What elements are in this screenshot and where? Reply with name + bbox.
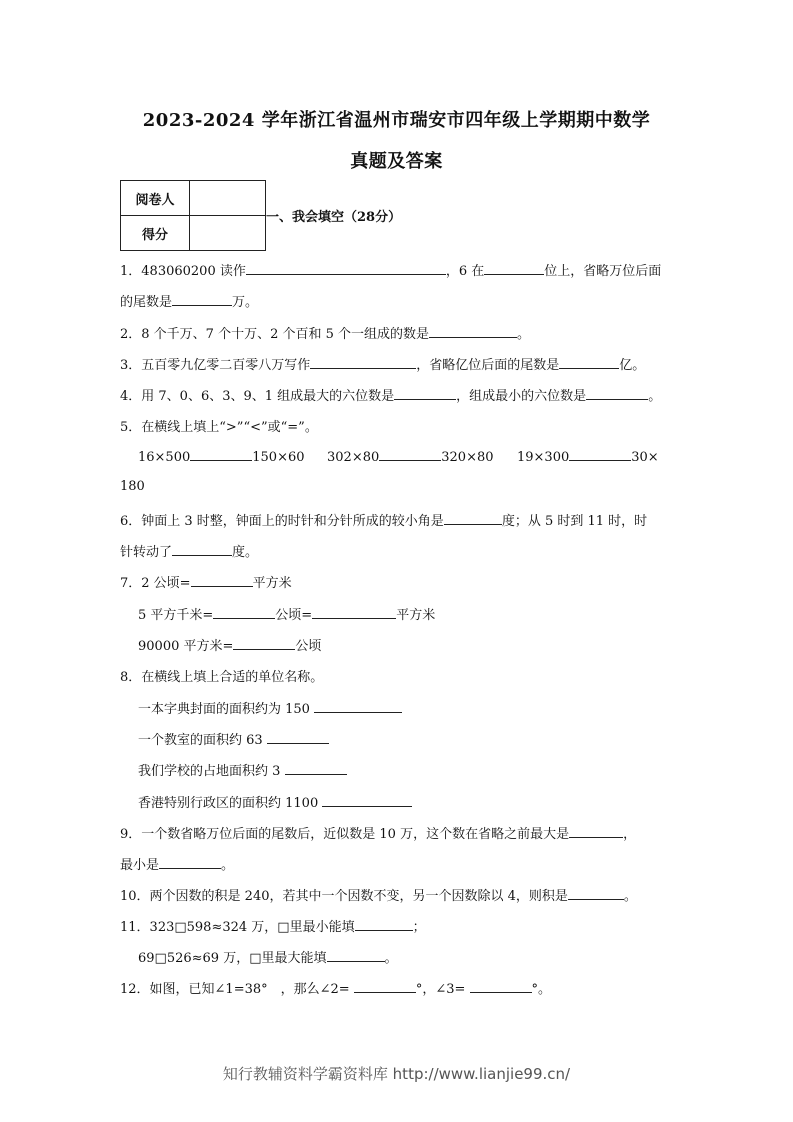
q6-text: 度。 bbox=[232, 545, 259, 560]
question-11 bbox=[120, 916, 426, 935]
q1-text: ，6 在 bbox=[445, 264, 485, 279]
answer-blank bbox=[310, 356, 416, 369]
answer-blank bbox=[267, 731, 329, 744]
q12-text: °，∠3= bbox=[415, 982, 466, 997]
q11-text: ； bbox=[412, 920, 426, 935]
q3-text: 3．五百零九亿零二百零八万写作 bbox=[120, 358, 311, 373]
answer-blank bbox=[429, 325, 517, 338]
question-4 bbox=[120, 385, 661, 404]
answer-blank bbox=[312, 606, 396, 619]
question-11-b bbox=[138, 947, 398, 966]
question-8-d bbox=[138, 792, 412, 811]
q2-text: 2．8 个千万、7 个十万、2 个百和 5 个一组成的数是 bbox=[120, 327, 430, 342]
q11-text: 。 bbox=[384, 951, 398, 966]
answer-blank bbox=[394, 387, 456, 400]
score-box bbox=[190, 216, 266, 251]
grader-box bbox=[190, 181, 266, 216]
answer-blank bbox=[213, 606, 275, 619]
q10-text: 。 bbox=[623, 889, 637, 904]
q9-text: 。 bbox=[221, 858, 235, 873]
q4-text: ，组成最小的六位数是 bbox=[456, 389, 587, 404]
q5-expr: 19×300 bbox=[517, 450, 570, 465]
q8-text: 一个教室的面积约 63 bbox=[138, 733, 263, 748]
answer-blank bbox=[285, 762, 347, 775]
answer-blank bbox=[444, 512, 502, 525]
question-5 bbox=[120, 416, 318, 435]
question-3 bbox=[120, 354, 645, 373]
question-8-c bbox=[138, 760, 347, 779]
q12-text: °。 bbox=[531, 982, 552, 997]
q11-text: 69□526≈69 万，□里最大能填 bbox=[138, 951, 327, 966]
answer-blank bbox=[246, 262, 446, 275]
q5-expr: 302×80 bbox=[327, 450, 380, 465]
q5-wrap bbox=[120, 479, 145, 494]
question-9-cont bbox=[120, 854, 234, 873]
question-6 bbox=[120, 510, 647, 529]
q6-text: 6．钟面上 3 时整，钟面上的时针和分针所成的较小角是 bbox=[120, 514, 444, 529]
answer-blank bbox=[354, 980, 416, 993]
answer-blank bbox=[355, 918, 413, 931]
q3-text: 亿。 bbox=[619, 358, 646, 373]
q5-compare-2 bbox=[327, 448, 494, 465]
grader-table bbox=[120, 180, 266, 251]
q5-expr: 150×60 bbox=[252, 450, 305, 465]
answer-blank bbox=[314, 700, 402, 713]
q3-text: ，省略亿位后面的尾数是 bbox=[416, 358, 560, 373]
q8-text: 我们学校的占地面积约 3 bbox=[138, 764, 281, 779]
question-8 bbox=[120, 666, 323, 685]
q5-compare-3 bbox=[517, 448, 659, 465]
question-6-cont bbox=[120, 541, 258, 560]
q5-expr: 16×500 bbox=[138, 450, 191, 465]
q7-text: 公顷 bbox=[295, 639, 322, 654]
q6-text: 针转动了 bbox=[120, 545, 173, 560]
q5-text: 5．在横线上填上“>”“<”或“=”。 bbox=[120, 420, 318, 435]
question-7-c bbox=[138, 635, 321, 654]
q7-text: 7．2 公顷= bbox=[120, 576, 191, 591]
q6-text: 度；从 5 时到 11 时，时 bbox=[501, 514, 648, 529]
answer-blank bbox=[484, 262, 544, 275]
q9-text: ， bbox=[623, 827, 637, 842]
q5-compare-1 bbox=[138, 448, 305, 465]
q5-expr: 180 bbox=[120, 479, 145, 494]
q11-text: 11．323□598≈324 万，□里最小能填 bbox=[120, 920, 355, 935]
q5-expr: 30× bbox=[631, 450, 659, 465]
q1-text: 位上，省略万位后面 bbox=[544, 264, 662, 279]
section-title: 一、我会填空（28分） bbox=[266, 210, 402, 225]
q7-text: 平方米 bbox=[252, 576, 292, 591]
question-2 bbox=[120, 323, 530, 342]
question-12 bbox=[120, 978, 551, 997]
q10-text: 10．两个因数的积是 240，若其中一个因数不变，另一个因数除以 4，则积是 bbox=[120, 889, 568, 904]
q12-text: 12．如图，已知∠1=38° ，那么∠2= bbox=[120, 982, 350, 997]
q7-text: 公顷= bbox=[275, 608, 313, 623]
question-7 bbox=[120, 572, 292, 591]
question-7-b bbox=[138, 604, 435, 623]
answer-blank bbox=[190, 448, 252, 461]
q8-text: 8．在横线上填上合适的单位名称。 bbox=[120, 670, 324, 685]
q7-text: 90000 平方米= bbox=[138, 639, 234, 654]
question-9 bbox=[120, 823, 636, 842]
q8-text: 香港特别行政区的面积约 1100 bbox=[138, 796, 319, 811]
answer-blank bbox=[568, 887, 624, 900]
question-1-cont bbox=[120, 291, 258, 310]
question-10 bbox=[120, 885, 637, 904]
q1-text: 1．483060200 读作 bbox=[120, 264, 246, 279]
q4-text: 4．用 7、0、6、3、9、1 组成最大的六位数是 bbox=[120, 389, 395, 404]
answer-blank bbox=[322, 794, 412, 807]
q7-text: 平方米 bbox=[396, 608, 436, 623]
q2-text: 。 bbox=[517, 327, 531, 342]
answer-blank bbox=[569, 448, 631, 461]
answer-blank bbox=[191, 574, 253, 587]
answer-blank bbox=[172, 543, 232, 556]
answer-blank bbox=[159, 856, 221, 869]
question-8-b bbox=[138, 729, 329, 748]
question-1 bbox=[120, 260, 661, 279]
answer-blank bbox=[172, 293, 232, 306]
grader-label: 阅卷人 bbox=[121, 181, 190, 216]
q1-text: 万。 bbox=[232, 295, 259, 310]
answer-blank bbox=[327, 949, 385, 962]
answer-blank bbox=[379, 448, 441, 461]
document-title-line2: 真题及答案 bbox=[350, 151, 443, 172]
q7-text: 5 平方千米= bbox=[138, 608, 214, 623]
question-8-a bbox=[138, 698, 402, 717]
q5-expr: 320×80 bbox=[441, 450, 494, 465]
q8-text: 一本字典封面的面积约为 150 bbox=[138, 702, 310, 717]
q1-text: 的尾数是 bbox=[120, 295, 173, 310]
answer-blank bbox=[233, 637, 295, 650]
answer-blank bbox=[569, 825, 623, 838]
answer-blank bbox=[470, 980, 532, 993]
answer-blank bbox=[586, 387, 648, 400]
score-label: 得分 bbox=[121, 216, 190, 251]
document-title: 2023-2024 学年浙江省温州市瑞安市四年级上学期期中数学 bbox=[142, 110, 651, 131]
q9-text: 9．一个数省略万位后面的尾数后，近似数是 10 万，这个数在省略之前最大是 bbox=[120, 827, 570, 842]
footer-watermark: 知行教辅资料学霸资料库 http://www.lianjie99.cn/ bbox=[222, 1065, 571, 1083]
q9-text: 最小是 bbox=[120, 858, 160, 873]
answer-blank bbox=[559, 356, 619, 369]
q4-text: 。 bbox=[648, 389, 662, 404]
